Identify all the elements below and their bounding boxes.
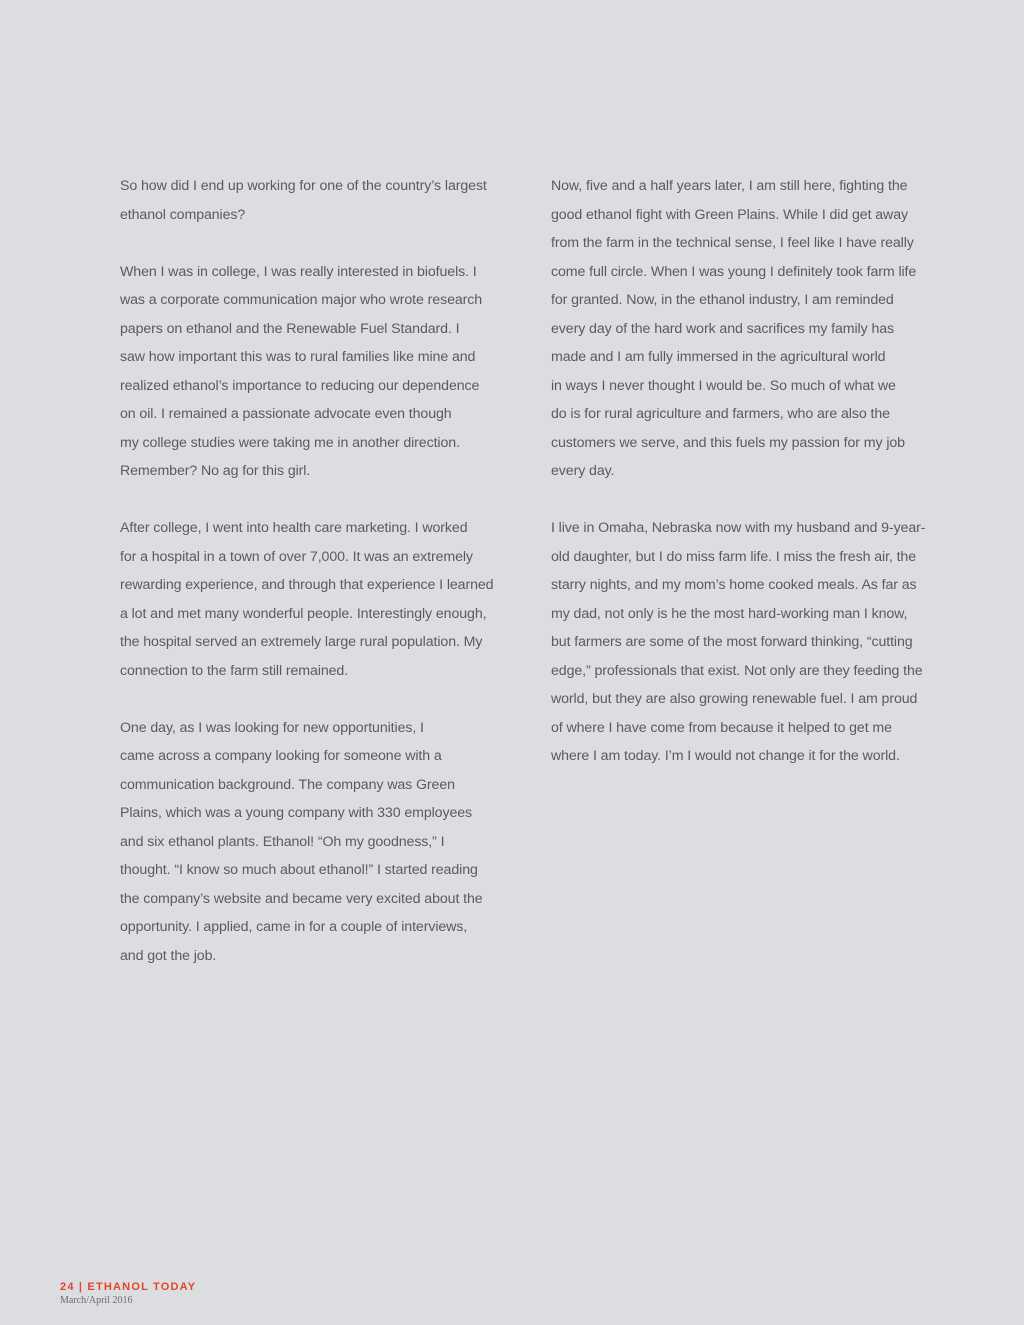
body-paragraph: Now, five and a half years later, I am still here, fighting the good ethanol fight with Green Plains. While I did get away from the farm in the technical sense, I feel like I have really come full circle. When I was young I definitely took farm life for granted. Now, in the ethanol industry, I am reminded every day of the hard work and sacrifices my family has made and I am fully immersed in the agricultural world in ways I never thought I would be. So much of what we do is for rural agriculture and farmers, who are also the customers we serve, and this fuels my passion for my job every day. <box>551 178 917 479</box>
right-text-column <box>551 172 941 799</box>
body-paragraph: One day, as I was looking for new opportunities, I came across a company looking for someone with a communication background. The company was Green Plains, which was a young company with 330 employees and six ethanol plants. Ethanol! “Oh my goodness,” I thought. “I know so much about ethanol!” I started reading the company’s website and became very excited about the opportunity. I applied, came in for a couple of interviews, and got the job. <box>120 719 483 964</box>
body-paragraph: I live in Omaha, Nebraska now with my husband and 9-year- old daughter, but I do miss farm life. I miss the fresh air, the starry nights, and my mom’s home cooked meals. As far as my dad, not only is he the most hard-working man I know, but farmers are some of the most forward thinking, “cutting edge,” professionals that exist. Not only are they feeding the world, but they are also growing renewable fuel. I am proud of where I have come from because it helped to get me where I am today. I’m I would not change it for the world. <box>551 520 926 764</box>
body-paragraph: After college, I went into health care marketing. I worked for a hospital in a town of over 7,000. It was an extremely rewarding experience, and through that experience I learned a lot and met many wonderful people. Interestingly enough, the hospital served an extremely large rural population. My connection to the farm still remained. <box>120 520 494 679</box>
body-paragraph: So how did I end up working for one of the country’s largest ethanol companies? <box>120 178 487 223</box>
body-paragraph: When I was in college, I was really interested in biofuels. I was a corporate communication major who wrote research papers on ethanol and the Renewable Fuel Standard. I saw how important this was to rural families like mine and realized ethanol’s importance to reducing our dependence on oil. I remained a passionate advocate even though my college studies were taking me in another direction. Remember? No ag for this girl. <box>120 263 483 479</box>
left-text-column <box>120 172 510 999</box>
page-footer <box>60 1280 196 1307</box>
page-number-label: 24 | ETHANOL TODAY <box>60 1281 197 1293</box>
issue-date: March/April 2016 <box>60 1295 133 1306</box>
